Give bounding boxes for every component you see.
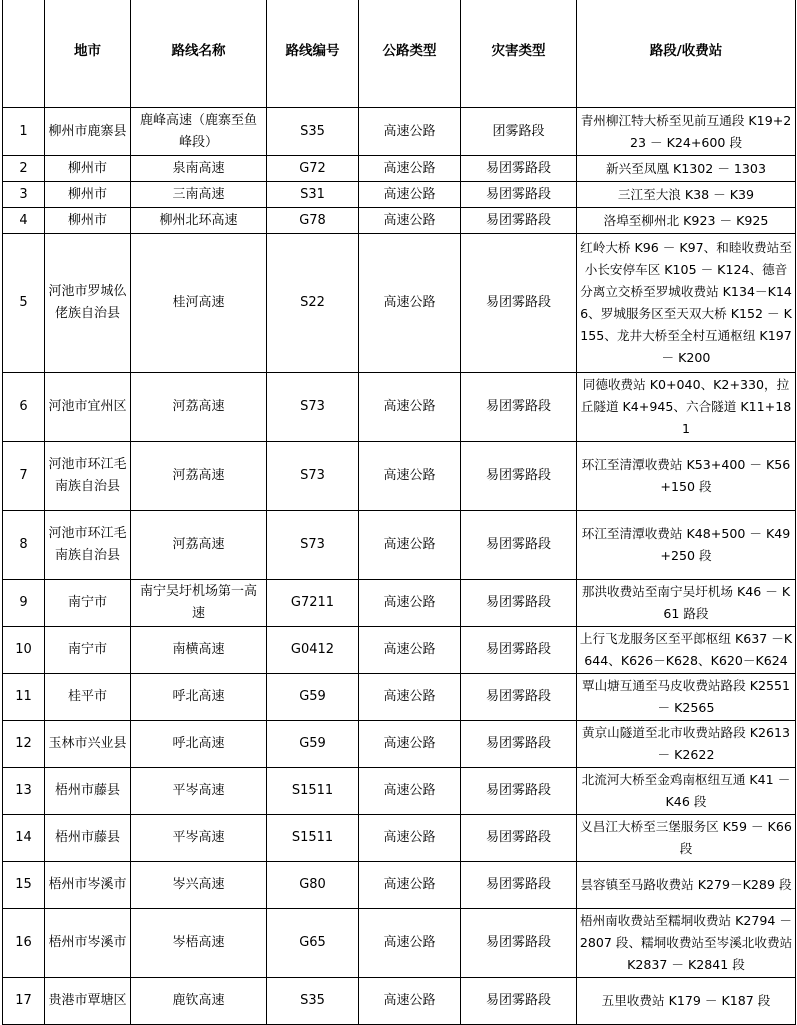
table-row — [3, 373, 796, 442]
row-index: 10 — [3, 627, 45, 674]
row-hazard-type: 易团雾路段 — [461, 580, 577, 627]
table-row — [3, 234, 796, 373]
row-road-type: 高速公路 — [359, 580, 461, 627]
fog-road-table — [2, 0, 796, 1025]
table-row — [3, 768, 796, 815]
row-index: 13 — [3, 768, 45, 815]
row-city: 河池市环江毛南族自治县 — [45, 442, 131, 511]
table-row — [3, 815, 796, 862]
row-city: 玉林市兴业县 — [45, 721, 131, 768]
row-index: 9 — [3, 580, 45, 627]
row-segment: 上行飞龙服务区至平郎枢纽 K637 －K644、K626－K628、K620－K624 — [577, 627, 796, 674]
row-hazard-type: 易团雾路段 — [461, 234, 577, 373]
row-segment: 环江至清潭收费站 K48+500 － K49+250 段 — [577, 511, 796, 580]
row-segment: 覃山塘互通至马皮收费站路段 K2551 － K2565 — [577, 674, 796, 721]
row-route-name: 呼北高速 — [131, 674, 267, 721]
row-road-type: 高速公路 — [359, 442, 461, 511]
row-city: 梧州市藤县 — [45, 768, 131, 815]
row-hazard-type: 易团雾路段 — [461, 627, 577, 674]
table-row — [3, 627, 796, 674]
row-route-code: G65 — [267, 909, 359, 978]
row-road-type: 高速公路 — [359, 373, 461, 442]
row-route-name: 鹿峰高速（鹿寨至鱼峰段） — [131, 108, 267, 156]
row-route-code: G72 — [267, 156, 359, 182]
header-index — [3, 0, 45, 108]
row-road-type: 高速公路 — [359, 208, 461, 234]
row-road-type: 高速公路 — [359, 674, 461, 721]
row-city: 梧州市岑溪市 — [45, 909, 131, 978]
row-index: 2 — [3, 156, 45, 182]
row-segment: 环江至清潭收费站 K53+400 － K56+150 段 — [577, 442, 796, 511]
row-index: 15 — [3, 862, 45, 909]
row-city: 桂平市 — [45, 674, 131, 721]
row-hazard-type: 团雾路段 — [461, 108, 577, 156]
row-index: 4 — [3, 208, 45, 234]
row-route-code: S1511 — [267, 768, 359, 815]
row-hazard-type: 易团雾路段 — [461, 721, 577, 768]
row-hazard-type: 易团雾路段 — [461, 182, 577, 208]
row-hazard-type: 易团雾路段 — [461, 768, 577, 815]
row-route-name: 三南高速 — [131, 182, 267, 208]
row-hazard-type: 易团雾路段 — [461, 862, 577, 909]
row-route-name: 河荔高速 — [131, 511, 267, 580]
row-hazard-type: 易团雾路段 — [461, 978, 577, 1025]
row-index: 8 — [3, 511, 45, 580]
row-route-code: G78 — [267, 208, 359, 234]
header-road-type: 公路类型 — [359, 0, 461, 108]
row-route-code: G0412 — [267, 627, 359, 674]
row-index: 7 — [3, 442, 45, 511]
row-city: 河池市环江毛南族自治县 — [45, 511, 131, 580]
row-route-code: S35 — [267, 978, 359, 1025]
row-hazard-type: 易团雾路段 — [461, 442, 577, 511]
row-route-code: S73 — [267, 442, 359, 511]
row-index: 16 — [3, 909, 45, 978]
header-segment: 路段/收费站 — [577, 0, 796, 108]
row-road-type: 高速公路 — [359, 108, 461, 156]
row-city: 柳州市 — [45, 156, 131, 182]
row-route-name: 平岑高速 — [131, 815, 267, 862]
row-city: 南宁市 — [45, 580, 131, 627]
table-row — [3, 108, 796, 156]
row-segment: 洛埠至柳州北 K923 － K925 — [577, 208, 796, 234]
row-index: 5 — [3, 234, 45, 373]
header-route-code: 路线编号 — [267, 0, 359, 108]
row-road-type: 高速公路 — [359, 511, 461, 580]
row-index: 12 — [3, 721, 45, 768]
row-segment: 义昌江大桥至三堡服务区 K59 － K66 段 — [577, 815, 796, 862]
table-row — [3, 862, 796, 909]
header-row — [3, 0, 796, 108]
row-city: 柳州市鹿寨县 — [45, 108, 131, 156]
row-city: 南宁市 — [45, 627, 131, 674]
row-city: 梧州市藤县 — [45, 815, 131, 862]
row-road-type: 高速公路 — [359, 627, 461, 674]
table-row — [3, 978, 796, 1025]
row-road-type: 高速公路 — [359, 862, 461, 909]
row-road-type: 高速公路 — [359, 815, 461, 862]
row-city: 河池市罗城仫佬族自治县 — [45, 234, 131, 373]
row-segment: 北流河大桥至金鸡南枢纽互通 K41 － K46 段 — [577, 768, 796, 815]
row-route-code: S31 — [267, 182, 359, 208]
row-route-code: G7211 — [267, 580, 359, 627]
row-route-name: 平岑高速 — [131, 768, 267, 815]
row-index: 17 — [3, 978, 45, 1025]
row-segment: 青州柳江特大桥至见前互通段 K19+223 － K24+600 段 — [577, 108, 796, 156]
row-route-name: 岑梧高速 — [131, 909, 267, 978]
row-segment: 黄京山隧道至北市收费站路段 K2613 － K2622 — [577, 721, 796, 768]
row-road-type: 高速公路 — [359, 978, 461, 1025]
row-route-name: 河荔高速 — [131, 373, 267, 442]
table-row — [3, 674, 796, 721]
row-hazard-type: 易团雾路段 — [461, 156, 577, 182]
row-route-code: S22 — [267, 234, 359, 373]
row-hazard-type: 易团雾路段 — [461, 674, 577, 721]
row-route-code: S73 — [267, 373, 359, 442]
row-route-code: G59 — [267, 721, 359, 768]
table-row — [3, 721, 796, 768]
row-route-name: 岑兴高速 — [131, 862, 267, 909]
table-row — [3, 182, 796, 208]
row-route-code: G80 — [267, 862, 359, 909]
table-row — [3, 909, 796, 978]
row-segment: 新兴至凤凰 K1302 － 1303 — [577, 156, 796, 182]
row-hazard-type: 易团雾路段 — [461, 511, 577, 580]
row-segment: 那洪收费站至南宁吴圩机场 K46 － K61 路段 — [577, 580, 796, 627]
row-index: 11 — [3, 674, 45, 721]
row-segment: 昙容镇至马路收费站 K279－K289 段 — [577, 862, 796, 909]
row-city: 柳州市 — [45, 182, 131, 208]
row-route-name: 桂河高速 — [131, 234, 267, 373]
row-road-type: 高速公路 — [359, 182, 461, 208]
row-route-name: 柳州北环高速 — [131, 208, 267, 234]
row-hazard-type: 易团雾路段 — [461, 373, 577, 442]
table-row — [3, 511, 796, 580]
row-route-name: 河荔高速 — [131, 442, 267, 511]
row-hazard-type: 易团雾路段 — [461, 208, 577, 234]
row-city: 贵港市覃塘区 — [45, 978, 131, 1025]
table-row — [3, 442, 796, 511]
row-route-name: 泉南高速 — [131, 156, 267, 182]
table-body — [3, 108, 796, 1025]
row-hazard-type: 易团雾路段 — [461, 815, 577, 862]
row-route-code: G59 — [267, 674, 359, 721]
header-hazard-type: 灾害类型 — [461, 0, 577, 108]
row-segment: 红岭大桥 K96 － K97、和睦收费站至小长安停车区 K105 － K124、德音分离立交桥至罗城收费站 K134－K146、罗城服务区至天双大桥 K152 － K155、龙井大桥至全村互通枢纽 K197 － K200 — [577, 234, 796, 373]
row-road-type: 高速公路 — [359, 909, 461, 978]
row-route-name: 南宁吴圩机场第一高速 — [131, 580, 267, 627]
row-route-code: S35 — [267, 108, 359, 156]
row-road-type: 高速公路 — [359, 234, 461, 373]
header-city: 地市 — [45, 0, 131, 108]
row-route-name: 鹿钦高速 — [131, 978, 267, 1025]
row-road-type: 高速公路 — [359, 721, 461, 768]
row-hazard-type: 易团雾路段 — [461, 909, 577, 978]
row-index: 6 — [3, 373, 45, 442]
row-city: 梧州市岑溪市 — [45, 862, 131, 909]
row-route-code: S73 — [267, 511, 359, 580]
row-segment: 三江至大浪 K38 － K39 — [577, 182, 796, 208]
row-route-name: 南横高速 — [131, 627, 267, 674]
row-segment: 梧州南收费站至糯垌收费站 K2794 － 2807 段、糯垌收费站至岑溪北收费站 K2837 － K2841 段 — [577, 909, 796, 978]
row-segment: 同德收费站 K0+040、K2+330，拉丘隧道 K4+945、六合隧道 K11+181 — [577, 373, 796, 442]
row-index: 3 — [3, 182, 45, 208]
row-road-type: 高速公路 — [359, 768, 461, 815]
row-road-type: 高速公路 — [359, 156, 461, 182]
header-route-name: 路线名称 — [131, 0, 267, 108]
table-row — [3, 580, 796, 627]
row-route-name: 呼北高速 — [131, 721, 267, 768]
row-city: 柳州市 — [45, 208, 131, 234]
row-index: 14 — [3, 815, 45, 862]
row-segment: 五里收费站 K179 － K187 段 — [577, 978, 796, 1025]
table-row — [3, 208, 796, 234]
row-index: 1 — [3, 108, 45, 156]
row-city: 河池市宜州区 — [45, 373, 131, 442]
row-route-code: S1511 — [267, 815, 359, 862]
table-row — [3, 156, 796, 182]
